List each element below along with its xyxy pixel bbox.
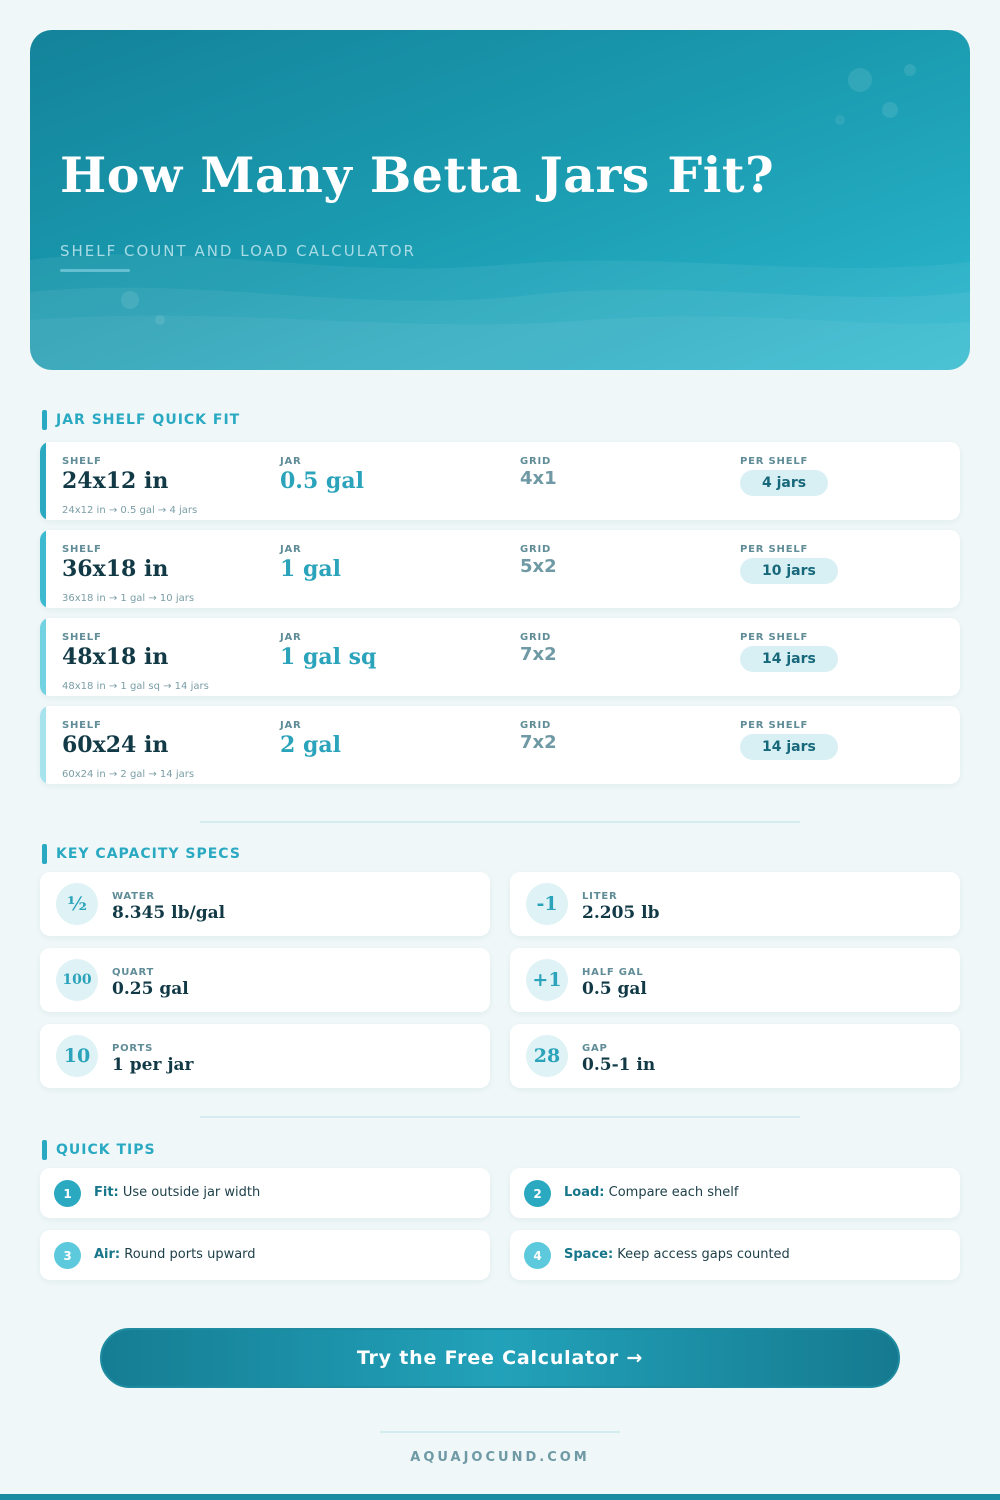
shelf-value: 48x18 in [62, 644, 169, 670]
col-per-shelf [740, 544, 838, 584]
per-shelf-label: PER SHELF [740, 720, 809, 731]
tip-keyword: Fit: [94, 1185, 119, 1200]
specs-heading [42, 844, 241, 864]
spec-card [40, 1024, 490, 1088]
row-summary: 24x12 in → 0.5 gal → 4 jars [62, 505, 198, 516]
grid-value: 4x1 [520, 468, 557, 489]
fit-row [40, 530, 960, 608]
spec-badge-icon: 100 [56, 959, 98, 1001]
shelf-value: 24x12 in [62, 468, 169, 494]
spec-label: PORTS [112, 1043, 154, 1054]
spec-label: GAP [582, 1043, 608, 1054]
page-title: How Many Betta Jars Fit? [60, 146, 775, 204]
tip-description: Compare each shelf [604, 1185, 739, 1200]
tip-number-badge: 4 [524, 1242, 551, 1269]
spec-value: 8.345 lb/gal [112, 903, 226, 923]
jar-value: 0.5 gal [280, 468, 364, 494]
per-shelf-label: PER SHELF [740, 632, 809, 643]
shelf-label: SHELF [62, 544, 102, 555]
grid-value: 7x2 [520, 732, 557, 753]
grid-value: 5x2 [520, 556, 557, 577]
spec-card [510, 948, 960, 1012]
spec-card [510, 872, 960, 936]
col-jar [280, 456, 364, 494]
section-marker [42, 1140, 47, 1160]
spec-badge-icon: -1 [526, 883, 568, 925]
spec-badge-icon: ½ [56, 883, 98, 925]
footer-divider [380, 1431, 620, 1433]
tip-description: Use outside jar width [118, 1185, 261, 1200]
page-subtitle: SHELF COUNT AND LOAD CALCULATOR [60, 242, 416, 260]
col-shelf [62, 632, 168, 670]
spec-card [510, 1024, 960, 1088]
row-accent [40, 530, 46, 608]
spec-label: HALF GAL [582, 967, 644, 978]
subtitle-underline [60, 269, 130, 272]
row-summary: 48x18 in → 1 gal sq → 14 jars [62, 681, 209, 692]
tip-text [564, 1247, 790, 1262]
tip-keyword: Air: [94, 1247, 121, 1262]
col-jar [280, 544, 341, 582]
divider [200, 1116, 800, 1118]
tip-description: Round ports upward [120, 1247, 256, 1262]
spec-label: LITER [582, 891, 618, 902]
col-shelf [62, 456, 168, 494]
col-per-shelf [740, 456, 828, 496]
jar-value: 1 gal [280, 556, 341, 582]
jar-count-badge: 4 jars [740, 470, 828, 496]
col-shelf [62, 544, 168, 582]
tip-number-badge: 3 [54, 1242, 81, 1269]
fit-row [40, 618, 960, 696]
col-grid [520, 544, 557, 577]
jar-label: JAR [280, 720, 302, 731]
tips-heading [42, 1140, 156, 1160]
jar-count-badge: 14 jars [740, 734, 838, 760]
spec-badge-icon: 28 [526, 1035, 568, 1077]
per-shelf-label: PER SHELF [740, 456, 809, 467]
divider [200, 821, 800, 823]
spec-card [40, 872, 490, 936]
tip-description: Keep access gaps counted [613, 1247, 790, 1262]
grid-value: 7x2 [520, 644, 557, 665]
spec-value: 0.5 gal [582, 979, 647, 999]
col-grid [520, 720, 557, 753]
row-accent [40, 706, 46, 784]
jar-count-badge: 14 jars [740, 646, 838, 672]
tip-keyword: Load: [564, 1185, 605, 1200]
footer-bar [0, 1494, 1000, 1500]
grid-label: GRID [520, 720, 552, 731]
tip-number-badge: 1 [54, 1180, 81, 1207]
jar-label: JAR [280, 544, 302, 555]
grid-label: GRID [520, 632, 552, 643]
tip-text [94, 1185, 260, 1200]
cta-label: Try the Free Calculator → [356, 1347, 644, 1369]
quick-fit-heading [42, 410, 240, 430]
spec-label: QUART [112, 967, 155, 978]
tip-card [40, 1168, 490, 1218]
spec-value: 0.5-1 in [582, 1055, 656, 1075]
row-accent [40, 442, 46, 520]
tip-card [510, 1230, 960, 1280]
shelf-label: SHELF [62, 632, 102, 643]
grid-label: GRID [520, 544, 552, 555]
footer-site[interactable]: AQUAJOCUND.COM [410, 1450, 590, 1465]
row-summary: 60x24 in → 2 gal → 14 jars [62, 769, 195, 780]
jar-count-badge: 10 jars [740, 558, 838, 584]
row-summary: 36x18 in → 1 gal → 10 jars [62, 593, 195, 604]
section-marker [42, 410, 47, 430]
col-jar [280, 632, 376, 670]
jar-value: 1 gal sq [280, 644, 377, 670]
section-marker [42, 844, 47, 864]
section-label: QUICK TIPS [56, 1142, 156, 1158]
spec-badge-icon: +1 [526, 959, 568, 1001]
spec-label: WATER [112, 891, 155, 902]
tip-text [564, 1185, 738, 1200]
shelf-label: SHELF [62, 720, 102, 731]
fit-row [40, 442, 960, 520]
col-jar [280, 720, 341, 758]
col-grid [520, 456, 557, 489]
tip-number-badge: 2 [524, 1180, 551, 1207]
spec-value: 2.205 lb [582, 903, 660, 923]
spec-value: 1 per jar [112, 1055, 194, 1075]
tip-card [40, 1230, 490, 1280]
spec-badge-icon: 10 [56, 1035, 98, 1077]
shelf-label: SHELF [62, 456, 102, 467]
fit-row [40, 706, 960, 784]
spec-card [40, 948, 490, 1012]
grid-label: GRID [520, 456, 552, 467]
shelf-value: 36x18 in [62, 556, 169, 582]
tip-card [510, 1168, 960, 1218]
jar-label: JAR [280, 632, 302, 643]
tip-text [94, 1247, 256, 1262]
jar-value: 2 gal [280, 732, 341, 758]
section-label: JAR SHELF QUICK FIT [56, 412, 241, 428]
col-grid [520, 632, 557, 665]
free-calculator-button[interactable] [100, 1328, 900, 1388]
tip-keyword: Space: [564, 1247, 614, 1262]
col-per-shelf [740, 720, 838, 760]
row-accent [40, 618, 46, 696]
col-per-shelf [740, 632, 838, 672]
spec-value: 0.25 gal [112, 979, 189, 999]
jar-label: JAR [280, 456, 302, 467]
col-shelf [62, 720, 168, 758]
section-label: KEY CAPACITY SPECS [56, 846, 241, 862]
hero-banner [30, 30, 970, 370]
per-shelf-label: PER SHELF [740, 544, 809, 555]
shelf-value: 60x24 in [62, 732, 169, 758]
